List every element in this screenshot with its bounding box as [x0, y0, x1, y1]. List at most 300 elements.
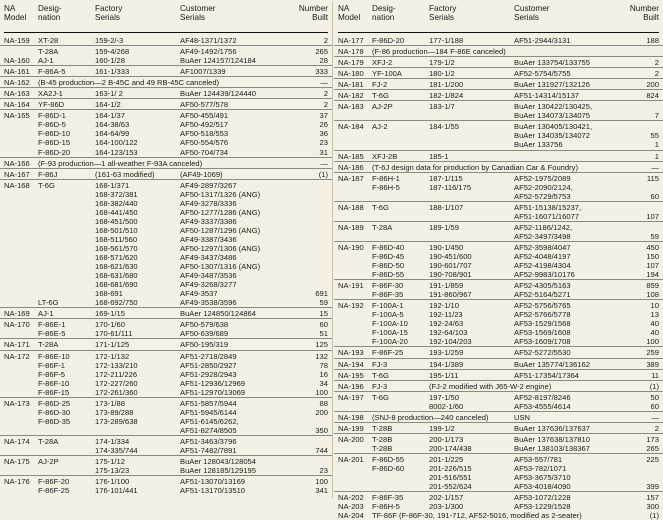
cell-designation: F-86D-1	[38, 111, 66, 121]
cell-model: NA-198	[338, 412, 364, 422]
cell-number-built: 31	[319, 147, 328, 157]
cell-designation: T-28B	[372, 434, 393, 444]
cell-customer-serials: AF50-518/553	[180, 129, 229, 139]
cell-number-built: 389	[646, 359, 659, 369]
cell-number-built: 125	[315, 340, 328, 350]
cell-model: NA-194	[338, 359, 364, 369]
cell-customer-serials: AF51-2928/2943	[180, 369, 237, 379]
cell-customer-serials: AF51-8274/8505	[180, 425, 237, 435]
cell-number-built: 107	[646, 261, 659, 271]
header-customer-serials: Customer Serials	[514, 4, 550, 23]
cell-factory-serials: 201-552/624	[429, 482, 472, 492]
cell-customer-serials: AF52-3497/3498	[514, 231, 571, 241]
cell-customer-serials: AF53-1529/1568	[514, 319, 571, 329]
cell-model: NA-189	[338, 222, 364, 232]
table-row	[0, 111, 332, 120]
table-row	[0, 67, 332, 77]
table-row	[334, 58, 663, 68]
left-table-body	[0, 36, 332, 495]
cell-factory-serials: 172-211/226	[95, 369, 138, 379]
cell-number-built: 2	[323, 36, 328, 45]
table-row	[0, 437, 332, 446]
cell-customer-serials: AF51-12970/13069	[180, 387, 246, 397]
table-row	[334, 382, 663, 392]
cell-designation: AJ-1	[38, 56, 54, 66]
cell-factory-serials: 191-1/859	[429, 281, 464, 291]
table-row	[0, 148, 332, 158]
cell-factory-serials: 168-571/620	[95, 253, 138, 263]
cell-factory-serials: 195-1/11	[429, 370, 459, 380]
cell-customer-serials: AF53-1072/1228	[514, 493, 571, 503]
cell-customer-serials: AF52-5754/5755	[514, 69, 571, 79]
cell-customer-serials: USN	[514, 412, 531, 422]
header-rule	[4, 32, 328, 33]
cell-factory-serials: 159-4/268	[95, 47, 130, 57]
cell-customer-serials: AF51-3463/3796	[180, 436, 237, 446]
table-row	[0, 457, 332, 466]
cell-number-built: 78	[319, 360, 328, 370]
cell-designation: T-28B	[372, 443, 393, 453]
cell-designation: F-86D-30	[38, 407, 71, 417]
cell-number-built: 60	[650, 401, 659, 411]
table-row	[334, 393, 663, 402]
table-row	[0, 100, 332, 110]
cell-customer-serials: BuAer 134035/134072	[514, 131, 591, 141]
cell-customer-serials: AF52-1186/1242,	[514, 222, 573, 232]
cell-customer-serials: AF49-3337/3386	[180, 216, 237, 226]
cell-number-built: 115	[646, 173, 659, 183]
cell-factory-serials: 174-335/744	[95, 445, 138, 455]
cell-factory-serials: 193-1/259	[429, 348, 464, 358]
table-row	[0, 399, 332, 408]
cell-number-built: 15	[319, 309, 328, 319]
table-row	[0, 235, 332, 244]
cell-factory-serials: 183-1/7	[429, 102, 455, 112]
cell-model: NA-187	[338, 173, 364, 183]
cell-model: NA-160	[4, 56, 30, 66]
cell-customer-serials: AF53-1229/1528	[514, 502, 571, 512]
left-page-column	[0, 0, 332, 500]
cell-factory-serials: 168-1/371	[95, 180, 130, 190]
table-row	[334, 511, 663, 520]
cell-designation: F-86D-55	[372, 270, 405, 280]
table-row	[0, 320, 332, 329]
cell-designation: F-100A-1	[372, 301, 404, 311]
cell-model: NA-170	[4, 320, 30, 330]
cell-number-built: 40	[650, 319, 659, 329]
cell-number-built: 341	[315, 486, 328, 496]
table-row	[334, 444, 663, 454]
table-row	[334, 174, 663, 183]
cell-factory-serials: 200-174/438	[429, 443, 472, 453]
cell-customer-serials: AF51-6145/6262,	[180, 416, 239, 426]
table-row	[0, 486, 332, 495]
cell-factory-serials: 190-451/600	[429, 251, 472, 261]
cell-model: NA-165	[4, 111, 30, 121]
cell-designation: F-100A-20	[372, 337, 408, 347]
header-factory-serials: Factory Serials	[95, 4, 123, 23]
table-row	[334, 319, 663, 328]
table-row	[0, 329, 332, 339]
cell-customer-serials: AF48-1371/1372	[180, 36, 237, 45]
cell-customer-serials: BuAer 124157/124184	[180, 56, 257, 66]
cell-customer-serials: BuAer 128043/128054	[180, 457, 257, 467]
cell-designation: F-86D-25	[38, 398, 71, 408]
cell-number-built: 13	[650, 310, 659, 320]
cell-note: (F-93 production—1 all-weather F-93A canceled)	[38, 158, 203, 168]
cell-customer-serials: AF51-14314/15137	[514, 91, 580, 101]
cell-factory-serials: 161-1/333	[95, 67, 130, 77]
cell-designation: T-28B	[372, 423, 393, 433]
cell-number-built: —	[651, 162, 659, 172]
cell-factory-serials: 197-1/50	[429, 392, 459, 402]
cell-model: NA-174	[4, 436, 30, 446]
header-number-built: Number Built	[629, 4, 659, 23]
cell-factory-serials: 164-1/37	[95, 111, 125, 121]
cell-customer-serials: AF52-2090/2124,	[514, 182, 573, 192]
cell-factory-serials: 177-1/188	[429, 36, 464, 45]
table-row	[334, 69, 663, 79]
cell-designation: F-86F-35	[372, 493, 404, 503]
cell-factory-serials: 194-1/389	[429, 359, 464, 369]
cell-customer-serials: AF51-2944/3131	[514, 36, 571, 45]
cell-customer-serials: AF50-195/319	[180, 340, 229, 350]
table-row	[334, 252, 663, 261]
cell-note: (SNJ-8 production—240 canceled)	[372, 412, 489, 422]
table-row	[0, 36, 332, 46]
cell-customer-serials: BuAer 138103/138367	[514, 443, 591, 453]
cell-customer-serials: AF1007/1339	[180, 67, 226, 77]
cell-customer-serials: AF53-3675/3710	[514, 473, 571, 483]
cell-factory-serials: 164-1/2	[95, 100, 121, 110]
cell-designation: F-86E-10	[38, 351, 70, 361]
cell-number-built: 350	[315, 425, 328, 435]
cell-number-built: 2	[323, 100, 328, 110]
cell-customer-serials: AF52-4048/4197	[514, 251, 571, 261]
cell-number-built: 23	[319, 138, 328, 148]
table-row	[0, 253, 332, 262]
cell-model: NA-186	[338, 162, 364, 172]
cell-customer-serials: AF53-4555/4614	[514, 401, 571, 411]
cell-number-built: 37	[319, 111, 328, 121]
cell-factory-serials: 169-1/15	[95, 309, 125, 319]
cell-customer-serials: AF52-5766/5778	[514, 310, 571, 320]
cell-customer-serials: AF52-3598/4047	[514, 242, 571, 252]
table-row	[0, 159, 332, 169]
table-row	[0, 388, 332, 398]
cell-factory-serials: (161-63 modified)	[95, 169, 155, 179]
cell-number-built: 188	[646, 36, 659, 45]
cell-customer-serials: AF51-15138/15237,	[514, 202, 582, 212]
table-row	[334, 371, 663, 381]
cell-customer-serials: BuAer 134073/134075	[514, 111, 591, 121]
cell-customer-serials: (AF49-1069)	[180, 169, 223, 179]
table-row	[334, 47, 663, 57]
cell-designation: F-86D-5	[38, 120, 66, 130]
cell-note: (F-86 production—184 F-86E canceled)	[372, 47, 506, 57]
cell-customer-serials: AF50-1317/1326 (ANG)	[180, 189, 261, 199]
cell-designation: F-86D-55	[372, 454, 405, 464]
cell-designation: XT-28	[38, 36, 59, 45]
cell-customer-serials: BuAer 131927/132126	[514, 80, 591, 90]
cell-designation: F-86F-10	[38, 378, 70, 388]
table-row	[0, 271, 332, 280]
cell-model: NA-167	[4, 169, 30, 179]
cell-customer-serials: AF53-557/781	[514, 454, 563, 464]
cell-number-built: 265	[646, 443, 659, 453]
cell-designation: FJ-3	[372, 381, 388, 391]
cell-factory-serials: 192-104/203	[429, 337, 472, 347]
table-row	[0, 190, 332, 199]
header-customer-serials: Customer Serials	[180, 4, 216, 23]
cell-model: NA-175	[4, 457, 30, 467]
table-row	[334, 102, 663, 111]
cell-designation: F-86D-20	[38, 147, 71, 157]
cell-note: TF-86F (F-86F-30, 191-712, AF52-5016, modified as 2-seater)	[372, 511, 582, 520]
cell-factory-serials: 188-1/107	[429, 202, 464, 212]
cell-customer-serials: AF50-1297/1306 (ANG)	[180, 243, 261, 253]
cell-factory-serials: 164-38/63	[95, 120, 130, 130]
cell-number-built: 265	[315, 47, 328, 57]
cell-number-built: 51	[319, 329, 328, 339]
table-row	[0, 280, 332, 289]
column-divider	[332, 2, 333, 498]
table-row	[0, 309, 332, 319]
cell-model: NA-172	[4, 351, 30, 361]
table-row	[334, 140, 663, 150]
cell-number-built: 107	[646, 211, 659, 221]
table-row	[334, 192, 663, 202]
cell-model: NA-161	[4, 67, 30, 77]
cell-designation: FJ-3	[372, 359, 388, 369]
table-row	[334, 360, 663, 370]
cell-number-built: 132	[315, 351, 328, 361]
table-row	[334, 493, 663, 502]
cell-designation: F-86D-15	[38, 138, 71, 148]
cell-designation: F-86D-45	[372, 251, 405, 261]
cell-number-built: 11	[651, 370, 659, 380]
right-table-body	[334, 36, 663, 520]
table-row	[334, 310, 663, 319]
cell-designation: F-86F-1	[38, 360, 66, 370]
cell-factory-serials: 168-692/750	[95, 298, 138, 308]
header-factory-serials: Factory Serials	[429, 4, 457, 23]
cell-model: NA-168	[4, 180, 30, 190]
cell-model: NA-200	[338, 434, 364, 444]
cell-model: NA-164	[4, 100, 30, 110]
cell-number-built: 194	[646, 270, 659, 280]
cell-number-built: 824	[646, 91, 659, 101]
cell-designation: LT-6G	[38, 298, 59, 308]
cell-factory-serials: 192-1/10	[429, 301, 459, 311]
cell-designation: T-28A	[372, 222, 393, 232]
cell-number-built: 100	[315, 387, 328, 397]
table-row	[0, 417, 332, 426]
cell-customer-serials: AF50-455/491	[180, 111, 229, 121]
cell-factory-serials: 190-708/901	[429, 270, 472, 280]
cell-factory-serials: 168-372/381	[95, 189, 138, 199]
cell-designation: F-86E-1	[38, 320, 66, 330]
cell-customer-serials: AF53-782/1071	[514, 463, 567, 473]
table-row	[334, 183, 663, 192]
table-row	[334, 424, 663, 434]
cell-model: NA-203	[338, 502, 364, 512]
table-row	[0, 138, 332, 147]
cell-designation: F-100A-10	[372, 319, 408, 329]
cell-number-built: (1)	[649, 511, 659, 520]
cell-number-built: 2	[654, 423, 659, 433]
cell-model: NA-162	[4, 78, 30, 88]
cell-factory-serials: 175-1/12	[95, 457, 125, 467]
cell-model: NA-201	[338, 454, 364, 464]
cell-customer-serials: AF52-5756/5765	[514, 301, 571, 311]
table-row	[0, 47, 332, 56]
table-row	[334, 435, 663, 444]
cell-model: NA-183	[338, 102, 364, 112]
cell-model: NA-192	[338, 301, 364, 311]
table-row	[334, 152, 663, 162]
table-row	[0, 56, 332, 66]
cell-number-built: 1	[654, 140, 659, 150]
cell-designation: T-6G	[372, 370, 389, 380]
cell-designation: XFJ-2B	[372, 151, 398, 161]
cell-customer-serials: AF50-1307/1316 (ANG)	[180, 262, 261, 272]
cell-factory-serials: 160-1/28	[95, 56, 125, 66]
cell-designation: YF-100A	[372, 69, 402, 79]
cell-customer-serials: BuAer 135774/136162	[514, 359, 591, 369]
cell-customer-serials: AF49-3387/3436	[180, 234, 237, 244]
cell-designation: AJ-1	[38, 309, 54, 319]
cell-designation: F-86J	[38, 169, 58, 179]
cell-customer-serials: AF50-554/576	[180, 138, 229, 148]
cell-model: NA-166	[4, 158, 30, 168]
cell-customer-serials: AF50-492/517	[180, 120, 229, 130]
cell-model: NA-188	[338, 202, 364, 212]
table-row	[334, 212, 663, 222]
cell-factory-serials: 180-1/2	[429, 69, 455, 79]
cell-model: NA-176	[4, 477, 30, 487]
cell-customer-serials: AF50-579/638	[180, 320, 229, 330]
cell-model: NA-182	[338, 91, 364, 101]
cell-number-built: 10	[650, 301, 659, 311]
cell-designation: F-86H-1	[372, 173, 400, 183]
cell-factory-serials: 164-100/122	[95, 138, 138, 148]
cell-customer-serials: AF50-577/578	[180, 100, 229, 110]
table-row	[334, 464, 663, 473]
cell-customer-serials: BuAer 133756	[514, 140, 563, 150]
cell-number-built: (1)	[318, 169, 328, 179]
cell-number-built: 2	[654, 58, 659, 68]
cell-customer-serials: AF52-5164/5271	[514, 290, 571, 300]
cell-factory-serials: 172-133/210	[95, 360, 138, 370]
cell-model: NA-199	[338, 423, 364, 433]
cell-number-built: 744	[315, 445, 328, 455]
cell-customer-serials: AF49-3278/3336	[180, 198, 237, 208]
cell-model: NA-191	[338, 281, 364, 291]
cell-factory-serials: 173-289/638	[95, 416, 138, 426]
cell-customer-serials: AF50-1277/1286 (ANG)	[180, 207, 261, 217]
header-rule	[338, 32, 659, 33]
table-row	[0, 226, 332, 235]
cell-number-built: 859	[646, 281, 659, 291]
cell-factory-serials: 173-1/88	[95, 398, 125, 408]
cell-designation: F-86F-25	[372, 348, 404, 358]
cell-customer-serials: AF51-13070/13169	[180, 477, 246, 487]
cell-factory-serials: 168-621/630	[95, 262, 138, 272]
cell-model: NA-178	[338, 47, 364, 57]
cell-customer-serials: BuAer 137636/137637	[514, 423, 591, 433]
cell-number-built: 16	[319, 369, 328, 379]
cell-factory-serials: 202-1/157	[429, 493, 464, 503]
cell-customer-serials: AF51-5945/6144	[180, 407, 237, 417]
table-row	[0, 170, 332, 180]
cell-factory-serials: 184-1/55	[429, 122, 459, 132]
table-row	[334, 337, 663, 347]
cell-designation: T-6G	[372, 392, 389, 402]
cell-model: NA-163	[4, 89, 30, 99]
cell-factory-serials: 176-1/100	[95, 477, 130, 487]
cell-number-built: —	[651, 412, 659, 422]
cell-customer-serials: BuAer 133754/133755	[514, 58, 591, 68]
cell-model: NA-173	[4, 398, 30, 408]
header-number-built: Number Built	[298, 4, 328, 23]
cell-number-built: 157	[646, 493, 659, 503]
cell-designation: T-6G	[372, 91, 389, 101]
header-model: NA Model	[4, 4, 27, 23]
cell-customer-serials: AF51-2850/2927	[180, 360, 237, 370]
cell-designation: F-100A-5	[372, 310, 404, 320]
cell-customer-serials: AF51-2718/2849	[180, 351, 237, 361]
table-row	[0, 361, 332, 370]
cell-designation: F-86F-15	[38, 387, 70, 397]
cell-factory-serials: 189-1/59	[429, 222, 459, 232]
table-row	[334, 281, 663, 290]
cell-number-built: 59	[319, 298, 328, 308]
table-row	[0, 262, 332, 271]
cell-designation: F-86D-50	[372, 261, 405, 271]
cell-number-built: 399	[646, 482, 659, 492]
table-row	[334, 502, 663, 511]
cell-model: NA-180	[338, 69, 364, 79]
cell-number-built: 88	[319, 398, 328, 408]
cell-customer-serials: AF49-3537	[180, 289, 218, 299]
cell-designation: F-86F-20	[38, 477, 70, 487]
cell-model: NA-204	[338, 511, 364, 520]
cell-designation: T-6G	[38, 180, 55, 190]
cell-number-built: —	[320, 78, 328, 88]
cell-number-built: 36	[319, 129, 328, 139]
cell-customer-serials: AF52-9983/10176	[514, 270, 575, 280]
table-row	[0, 78, 332, 88]
cell-customer-serials: AF50-639/689	[180, 329, 229, 339]
cell-factory-serials: 170-1/60	[95, 320, 125, 330]
table-row	[334, 270, 663, 280]
cell-note: (T-6J design data for production by Canadian Car & Foundry)	[372, 162, 578, 172]
cell-factory-serials: 200-1/173	[429, 434, 464, 444]
cell-designation: F-86D-60	[372, 463, 405, 473]
table-row	[0, 181, 332, 190]
cell-factory-serials: 199-1/2	[429, 423, 455, 433]
cell-number-built: 150	[646, 251, 659, 261]
cell-designation: AJ-2P	[372, 102, 393, 112]
cell-factory-serials: 174-1/334	[95, 436, 130, 446]
table-row	[334, 402, 663, 412]
cell-designation: F-86D-40	[372, 242, 405, 252]
cell-customer-serials: BuAer 137638/137810	[514, 434, 591, 444]
right-page-column	[334, 0, 663, 520]
table-row	[334, 203, 663, 212]
table-row	[0, 199, 332, 208]
